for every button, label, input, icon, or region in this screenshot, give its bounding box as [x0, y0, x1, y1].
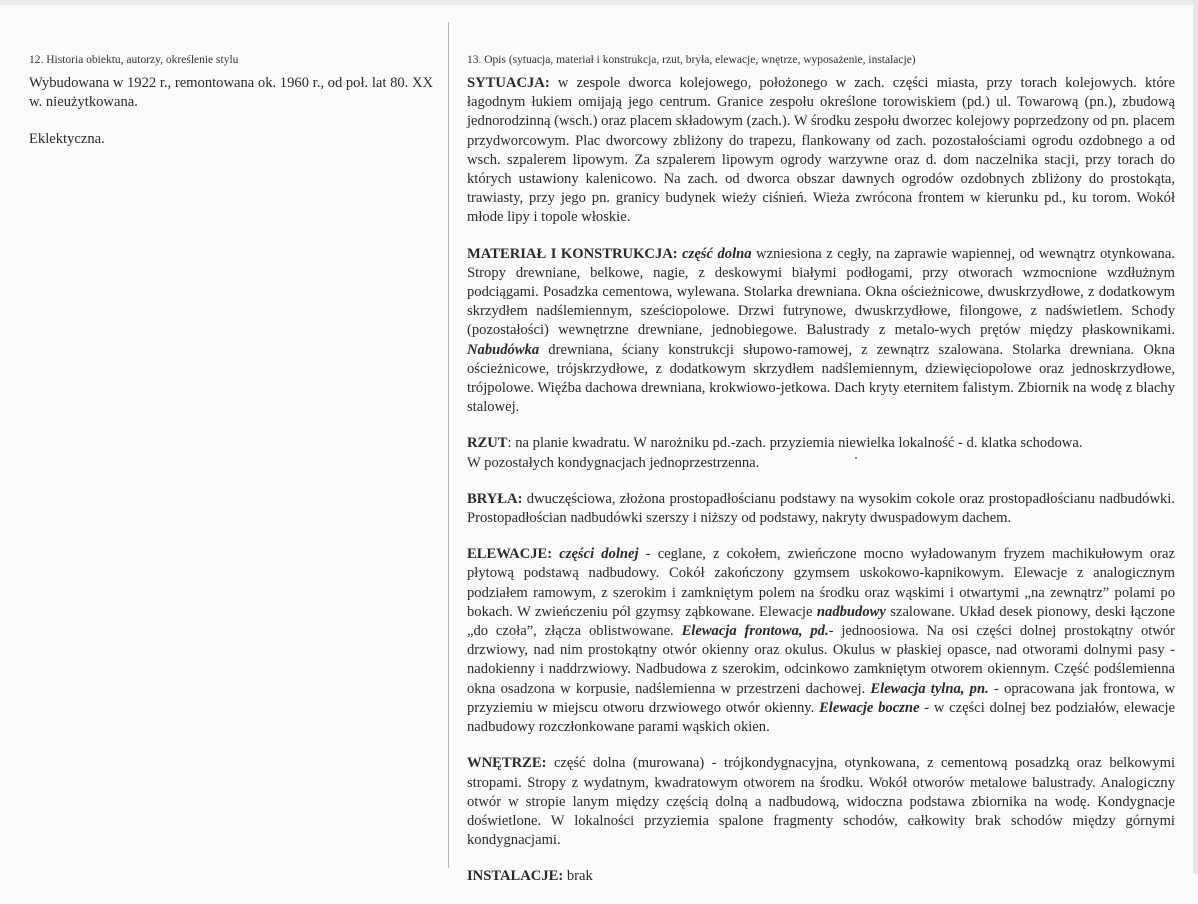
elewacje-side-term: Elewacje boczne [819, 699, 920, 716]
elewacje-colon: : [547, 546, 560, 563]
elewacje-paragraph [467, 545, 1175, 737]
rzut-text: : na planie kwadratu. W narożniku pd.-zach. przyziemia niewielka lokalność - d. klatka schodowa. [507, 435, 1083, 452]
instalacje-paragraph [467, 867, 1175, 886]
instalacje-text: brak [563, 868, 593, 885]
wnetrze-paragraph [467, 754, 1175, 850]
rzut-label: RZUT [467, 435, 508, 452]
elewacje-lower-term: części dolnej [559, 546, 639, 563]
bryla-paragraph [467, 490, 1175, 528]
left-column [29, 52, 441, 150]
bryla-text: dwuczęściowa, złożona prostopadłościanu podstawy na wysokim cokole oraz prostopadłościanu nadbudówki. Prostopadłościan nadbudówki szerszy i niższy od podstawy, nakryty dwuspadowym dachem. [467, 490, 1175, 527]
elewacje-text-4: - opracowana jak frontowa, w przyziemiu w miejscu otworu drzwiowego otwór okienny. [467, 680, 1175, 716]
elewacje-text-1: - ceglane, z cokołem, zwieńczone mocno wyładowanym fryzem machikułowym oraz płytową podstawą nadbudowy. Cokół zakończony gzymsem uskokowo-kapnikowym. Elewacje z analogicznym podziałem ramowym, z szerokim i zamkniętym polem na środku oraz wąskimi i otwartymi „na zewnątrz” polami po bokach. W zwieńczeniu pól gzymsy ząbkowane. Elewacje [467, 546, 1176, 620]
material-label: MATERIAŁ I KONSTRUKCJA: [467, 245, 678, 262]
material-paragraph [467, 245, 1175, 418]
material-lower-part-term: część dolna [682, 245, 752, 262]
material-superstructure-text: drewniana, ściany konstrukcji słupowo-ramowej, z zewnątrz szalowana. Stolarka drewniana. Okna ościeżnicowe, trójskrzydłowe, z dodatkowym skrzydłem nadślemiennym, dziewięciopolowe oraz jednoskrzydłowe, trójpolowe. Więźba dachowa drewniana, krokwiowo-jetkowa. Dach kryty eternitem falistym. Zbiornik na wodę z blachy stalowej. [467, 341, 1175, 416]
wnetrze-label: WNĘTRZE: [467, 755, 547, 772]
instalacje-label: INSTALACJE: [467, 868, 564, 885]
rzut-paragraph [467, 434, 1175, 472]
column-divider [448, 22, 449, 868]
sytuacja-label: SYTUACJA: [467, 75, 550, 91]
elewacje-text-5: - w części dolnej bez podziałów, elewacje nadbudowy rozczłonkowane parami wąskich okien. [467, 699, 1175, 736]
sytuacja-text: w zespole dworca kolejowego, położonego w zach. części miasta, przy torach kolejowych. które łagodnym łukiem omijają jego centrum. Granice zespołu określone torowiskiem (pd.) ul. Towarową (pn.), zbudową jednorodzinną (wsch.) oraz placem składowym (zach.). W środku zespołu dworzec kolejowy poprzedzony od pn. placem przydworcowym. Plac dworcowy zbliżony do trapezu, flankowany od zach. pozostałościami ogrodu ozdobnego a od wsch. szpalerem lipowym. Za szpalerem lipowym ogrody warzywne oraz d. dom naczelnika stacji, przy torach do których ustawiony kalenicowo. Na zach. od dworca obszar dawnych ogrodów ozdobnych zbliżony do prostokąta, trawiasty, przy jego pn. granicy budynek wieży ciśnień. Wieża zwrócona frontem w kierunku pd., ku torom. Wokół młode lipy i topole włoskie. [467, 75, 1175, 226]
rzut-text-line2: W pozostałych kondygnacjach jednoprzestrzenna. [467, 454, 760, 471]
elewacje-front-term: Elewacja frontowa, pd. [681, 623, 829, 640]
wnetrze-text: część dolna (murowana) - trójkondygnacyjna, otynkowana, z cementową posadzką oraz belkowymi stropami. Stropy z wydatnym, kwadratowym otworem na środku. Wokół otworów metalowe balustrady. Analogiczny otwór w stropie lanym między częścią dolną a nadbudową, widoczna podstawa zbiornika na wodę. Kondygnacje doświetlone. W lokalności przyziemia spalone fragmenty schodów, całkowity brak schodów między górnymi kondygnacjami. [467, 755, 1175, 849]
page-top-edge [0, 0, 1198, 5]
bryla-label: BRYŁA: [467, 490, 523, 507]
style-text: Eklektyczna. [29, 131, 105, 148]
material-superstructure-term: Nabudówka [467, 341, 540, 358]
section-13-heading: 13. Opis (sytuacja, materiał i konstrukcja, rzut, bryła, elewacje, wnętrze, wyposażenie, instalacje) [467, 54, 916, 66]
elewacje-superstructure-term: nadbudowy [816, 603, 886, 620]
elewacje-text-3: - jednoosiowa. Na osi części dolnej prostokątny otwór drzwiowy, nad nim prostokątny otwór okienny oraz okulus. Okulus w płaskiej opasce, nad otworami dolnymi pasy - nadokienny i naddrzwiowy. Nadbudowa z szerokim, odcinkowo zamkniętym otworem okiennym. Część podślemienna okna osadzona w korpusie, nadślemienna w przestrzeni dachowej. [467, 623, 1176, 697]
page-right-edge [1193, 0, 1198, 874]
elewacje-rear-term: Elewacja tylna, pn. [870, 680, 989, 697]
history-text: Wybudowana w 1922 r., remontowana ok. 1960 r., od poł. lat 80. XX w. nieużytkowana. [29, 75, 434, 111]
right-column [467, 52, 1175, 904]
section-12-heading: 12. Historia obiektu, autorzy, określenie stylu [29, 54, 239, 66]
material-lower-part-text: wzniesiona z cegły, na zaprawie wapiennej, od wewnątrz otynkowana. Stropy drewniane, belkowe, nagie, z deskowymi białymi podłogami, przy otworach wzmocnione wzdłużnym podciągami. Posadzka cementowa, wylewana. Stolarka drewniana. Okna ościeżnicowe, dwuskrzydłowe, z dodatkowym skrzydłem nadślemiennym, sześciopolowe. Drzwi futrynowe, dwuskrzydłowe, filongowe, z nadświetlem. Schody (pozostałości) wewnętrzne drewniane, jednobiegowe. Balustrady z metalo-wych prętów między płaskownikami. [467, 245, 1175, 339]
elewacje-text-2: szalowane. Układ desek pionowy, deski łączone „do czoła”, złącza oblistwowane. [467, 603, 1175, 640]
elewacje-label: ELEWACJE [467, 546, 548, 563]
sytuacja-paragraph [467, 74, 1175, 228]
